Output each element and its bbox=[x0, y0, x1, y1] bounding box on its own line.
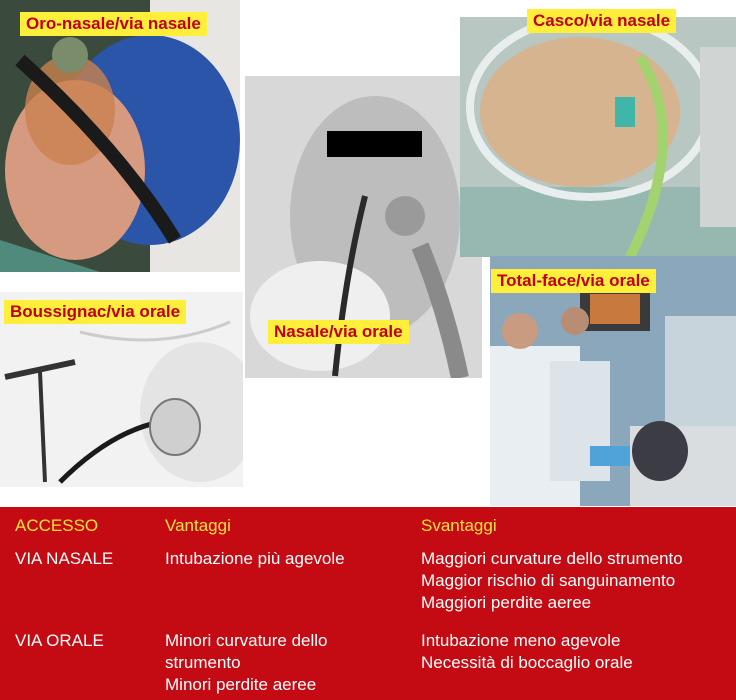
comparison-table bbox=[0, 507, 736, 700]
header-pros: Vantaggi bbox=[165, 516, 231, 535]
list-item: Minori curvature dello bbox=[165, 631, 328, 650]
list-item: strumento bbox=[165, 653, 241, 672]
row-nasal-pros bbox=[165, 548, 345, 570]
photo-casco-helmet bbox=[460, 17, 736, 257]
row-oral-access: VIA ORALE bbox=[15, 631, 104, 650]
row-nasal-access: VIA NASALE bbox=[15, 549, 114, 568]
row-nasal-cons bbox=[421, 548, 683, 614]
label-casco: Casco/via nasale bbox=[527, 9, 676, 33]
list-item: Minori perdite aeree bbox=[165, 675, 317, 694]
list-item: Necessità di boccaglio orale bbox=[421, 653, 633, 672]
list-item: Maggiori curvature dello strumento bbox=[421, 549, 683, 568]
list-item: Intubazione meno agevole bbox=[421, 631, 621, 650]
label-nasal-oral: Nasale/via orale bbox=[268, 320, 409, 344]
header-access: ACCESSO bbox=[15, 516, 99, 535]
header-cons: Svantaggi bbox=[421, 516, 497, 535]
photo-total-face bbox=[490, 256, 736, 506]
row-oral-pros bbox=[165, 630, 328, 696]
label-total-face: Total-face/via orale bbox=[491, 269, 656, 293]
list-item: Maggiori perdite aeree bbox=[421, 593, 592, 612]
label-oronasal: Oro-nasale/via nasale bbox=[20, 12, 207, 36]
row-oral-cons bbox=[421, 630, 633, 674]
list-item: Intubazione più agevole bbox=[165, 549, 345, 568]
photo-oronasal-mask bbox=[0, 0, 240, 272]
list-item: Maggior rischio di sanguinamento bbox=[421, 571, 676, 590]
label-boussignac: Boussignac/via orale bbox=[4, 300, 186, 324]
